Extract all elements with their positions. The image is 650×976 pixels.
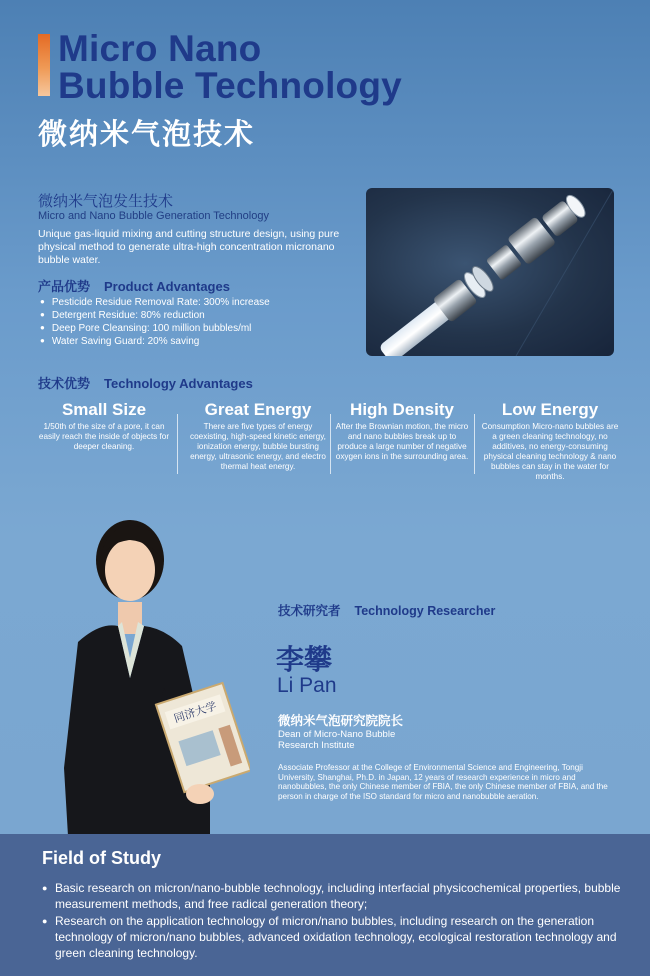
tech-advantage-heading: Low Energy <box>501 400 599 419</box>
list-item: ● Basic research on micron/nano-bubble technology, including interfacial physicochemical properties, bubble measurement methods, and free radical generation theory; <box>42 880 632 912</box>
list-item: ● Research on the application technology of micron/nano bubbles, including research on the generation technology of micron/nano bubbles, advanced oxidation technology, ecological restoration technology and green cleaning technology. <box>42 913 632 961</box>
researcher-bio: Associate Professor at the College of Environmental Science and Engineering, Tongji University, Shanghai, Ph.D. in Japan, 12 years of research experience in micro and nanobubbles, the only Chinese member of FBIA, the only Chinese member of FBIA, and the person in charge of the ISO standard for micro and nanobubble aeration. <box>278 763 608 801</box>
generation-description: Unique gas-liquid mixing and cutting structure design, using pure physical method to generate ultra-high concentration micronano bubble water. <box>38 228 340 266</box>
researcher-heading <box>278 601 495 619</box>
main-title <box>58 30 402 104</box>
tech-advantage-heading: Small Size <box>61 400 147 419</box>
main-title-line-1: Micro Nano <box>58 28 262 69</box>
list-item: ● Detergent Residue: 80% reduction <box>40 309 270 322</box>
technology-advantages-row <box>34 400 619 492</box>
field-of-study-band <box>0 834 650 976</box>
tech-advantage-text: After the Brownian motion, the micro and nano bubbles break up to produce a large number of negative oxygen ions in the surrounding area. <box>335 422 469 461</box>
researcher-heading-en: Technology Researcher <box>354 604 496 618</box>
list-item: ● Water Saving Guard: 20% saving <box>40 335 270 348</box>
main-title-chinese: 微纳米气泡技术 <box>38 119 256 151</box>
tech-advantage-text: Consumption Micro-nano bubbles are a green cleaning technology, no additives, no energy-consuming physical cleaning technology & nano bubbles can stay in the water for months. <box>481 422 619 481</box>
researcher-photo <box>60 518 250 836</box>
nozzle-illustration <box>366 188 614 356</box>
column-divider <box>330 414 331 474</box>
generation-title-english: Micro and Nano Bubble Generation Technology <box>38 210 269 222</box>
product-advantages-list <box>40 296 270 348</box>
tech-advantage-high-density <box>332 400 472 462</box>
tech-advantage-great-energy <box>188 400 328 472</box>
researcher-heading-cn: 技术研究者 <box>278 604 341 618</box>
researcher-name-chinese: 李攀 <box>276 644 333 675</box>
field-of-study-title: Field of Study <box>42 848 161 868</box>
product-image <box>366 188 614 356</box>
researcher-title-english: Dean of Micro-Nano Bubble Research Institute <box>278 729 396 751</box>
product-advantages-heading-cn: 产品优势 <box>38 279 91 294</box>
column-divider <box>177 414 178 474</box>
tech-advantage-heading: Great Energy <box>204 400 312 419</box>
tech-advantage-small-size <box>34 400 174 452</box>
technology-advantages-heading <box>38 373 253 392</box>
researcher-portrait <box>60 518 250 836</box>
title-accent-bar <box>38 34 50 96</box>
product-advantages-heading <box>38 276 230 295</box>
technology-advantages-heading-en: Technology Advantages <box>104 376 253 391</box>
tech-advantage-heading: High Density <box>350 400 454 419</box>
list-item: ● Deep Pore Cleansing: 100 million bubbles/ml <box>40 322 270 335</box>
tech-advantage-text: 1/50th of the size of a pore, it can easily reach the inside of objects for deeper cleaning. <box>38 422 170 451</box>
field-of-study-list <box>42 880 632 962</box>
researcher-name-english: Li Pan <box>277 674 337 697</box>
technology-advantages-heading-cn: 技术优势 <box>38 376 91 391</box>
generation-title-chinese: 微纳米气泡发生技术 <box>38 193 174 210</box>
list-item: ● Pesticide Residue Removal Rate: 300% increase <box>40 296 270 309</box>
book-title: 同济大学 <box>172 700 219 726</box>
researcher-title-chinese: 微纳米气泡研究院院长 <box>278 714 404 728</box>
tech-advantage-low-energy <box>480 400 620 482</box>
product-advantages-heading-en: Product Advantages <box>104 279 230 294</box>
tech-advantage-text: There are five types of energy coexisting, high-speed kinetic energy, ionization energy, bubble bursting energy, ultrasonic energy, and electro thermal heat energy. <box>190 422 326 471</box>
column-divider <box>474 414 475 474</box>
main-title-line-2: Bubble Technology <box>58 65 402 106</box>
